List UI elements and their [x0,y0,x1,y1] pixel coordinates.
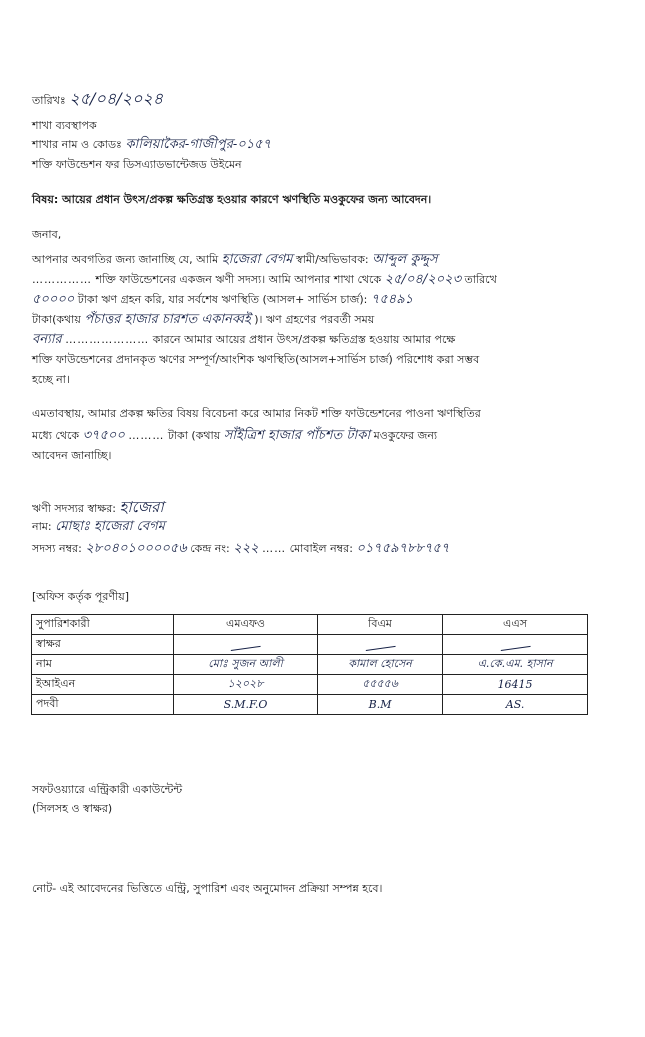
member-id-value: ২৮০৪০১০০০০৫৬ [85,541,187,556]
branch-line [32,135,271,156]
p1-h: কারনে আমার আয়ের প্রধান উৎস/প্রকল্প ক্ষতিগ্রস্ত হওয়ায় আমার পক্ষে [152,333,456,346]
p2-dots: ……… [128,429,165,442]
p1-dots-2: ………………… [65,333,150,346]
office-table [31,614,588,715]
p2-e: আবেদন জানাচ্ছি। [32,449,112,462]
p2-b: মধ্যে থেকে [32,429,80,442]
as-ein: 16415 [443,675,588,695]
waiver-words-handwritten: সাঁইত্রিশ হাজার পাঁচশত টাকা [223,428,371,443]
p1-f: টাকা(কথায় [32,313,81,326]
p1-e: টাকা ঋণ গ্রহন করি, যার সর্বশেষ ঋণস্থিতি (আসল+ সার্ভিস চার্জ): [77,293,368,306]
member-signature: হাজেরা [119,498,164,516]
as-name: এ.কে.এম. হাসান [443,655,588,675]
guardian-handwritten: আব্দুল কুদ্দুস [372,252,438,267]
mobile-label: মোবাইল নম্বর: [289,542,353,555]
balance-words-handwritten: পঁচাত্তর হাজার চারশত একানব্বই [84,312,251,327]
mfo-designation: S.M.F.O [174,695,318,715]
p1-dots: …………… [32,273,92,286]
table-row [32,675,588,695]
p1-b: স্বামী/অভিভাবক: [296,253,369,266]
row-label-signature: স্বাক্ষর [32,635,174,655]
office-heading: [অফিস কর্তৃক পূরণীয়] [32,590,129,603]
as-signature [443,635,588,655]
p1-g: )। ঋণ গ্রহণের পরবর্তী সময় [254,313,375,326]
row-label-name: নাম [32,655,174,675]
mfo-name: মোঃ সুজন আলী [174,655,318,675]
center-label: কেন্দ্র নং: [190,542,230,555]
bm-signature [317,635,442,655]
mfo-signature [174,635,318,655]
p2-a: এমতাবস্থায়, আমার প্রকল্প ক্ষতির বিষয় বিবেচনা করে আমার নিকট শক্তি ফাউন্ডেশনের পাওনা ঋণস্থিতির [32,407,481,420]
p1-d: তারিখে [464,273,497,286]
table-row [32,655,588,675]
center-dots: …… [262,542,287,555]
member-name-value: মোছাঃ হাজেরা বেগম [55,519,165,534]
col-mfo: এমএফও [174,615,318,635]
waiver-amount-handwritten: ৩৭৫০০ [82,428,125,443]
col-as: এএস [443,615,588,635]
date-label: তারিখঃ [32,94,66,107]
as-designation: AS. [443,695,588,715]
member-name-handwritten: হাজেরা বেগম [221,252,293,267]
accountant-sub: (সিলসহ ও স্বাক্ষর) [32,802,113,815]
p1-i: শক্তি ফাউন্ডেশনের প্রদানকৃত ঋণের সম্পূর্ণ/আংশিক ঋণস্থিতি(আসল+সার্ভিস চার্জ) পরিশোধ করা সম্ভব [32,353,480,366]
p1-a: আপনার অবগতির জন্য জানাচ্ছি যে, আমি [32,253,219,266]
loan-date-handwritten: ২৫/০৪/২০২৩ [384,272,462,287]
member-sign-label: ঋণী সদস্যর স্বাক্ষর: [32,502,116,515]
member-id-label: সদস্য নম্বর: [32,542,82,555]
mobile-value: ০১৭৫৯৭৮৮৭৫৭ [356,541,450,556]
date-value: ২৫/০৪/২০২৪ [69,89,164,108]
col-bm: বিএম [317,615,442,635]
cause-handwritten: বন্যার [32,332,62,347]
recipient-line: শাখা ব্যবস্থাপক [32,119,97,132]
row-label-ein: ইআইএন [32,675,174,695]
salutation: জনাব, [32,228,62,241]
loan-amount-handwritten: ৫০০০০ [32,292,75,307]
member-id-line [32,539,449,560]
p2-d: মওকুফের জন্য [373,429,438,442]
table-row [32,695,588,715]
date-line [32,86,163,113]
member-name-line [32,517,165,538]
accountant-line: সফটওয়্যারে এন্ট্রিকারী একাউন্টেন্ট [32,783,183,796]
bm-ein: ৫৫৫৫৬ [317,675,442,695]
table-row [32,635,588,655]
note-line: নোট- এই আবেদনের ভিত্তিতে এন্ট্রি, সুপারিশ এবং অনুমোদন প্রক্রিয়া সম্পন্ন হবে। [32,882,383,895]
bm-name: কামাল হোসেন [317,655,442,675]
branch-label: শাখার নাম ও কোডঃ [32,138,122,151]
office-table-header [32,615,588,635]
mfo-ein: ১২০২৮ [174,675,318,695]
organization-line: শক্তি ফাউন্ডেশন ফর ডিসএ্যাডভান্টেজড উইমেন [32,158,242,171]
balance-handwritten: ৭৫৪৯১ [370,292,414,307]
branch-value: কালিয়াকৈর-গাজীপুর-০১৫৭ [125,137,272,152]
member-name-label: নাম: [32,520,52,533]
row-label-designation: পদবী [32,695,174,715]
p1-c: শক্তি ফাউন্ডেশনের একজন ঋণী সদস্য। আমি আপনার শাখা থেকে [95,273,382,286]
center-value: ২২২ [233,541,259,556]
subject-line: বিষয়: আয়ের প্রধান উৎস/প্রকল্প ক্ষতিগ্রস্ত হওয়ার কারণে ঋণস্থিতি মওকুফের জন্য আবেদন। [32,193,432,206]
bm-designation: B.M [317,695,442,715]
col-recommender: সুপারিশকারী [32,615,174,635]
p2-c: টাকা (কথায় [167,429,221,442]
p1-j: হচ্ছে না। [32,373,70,386]
